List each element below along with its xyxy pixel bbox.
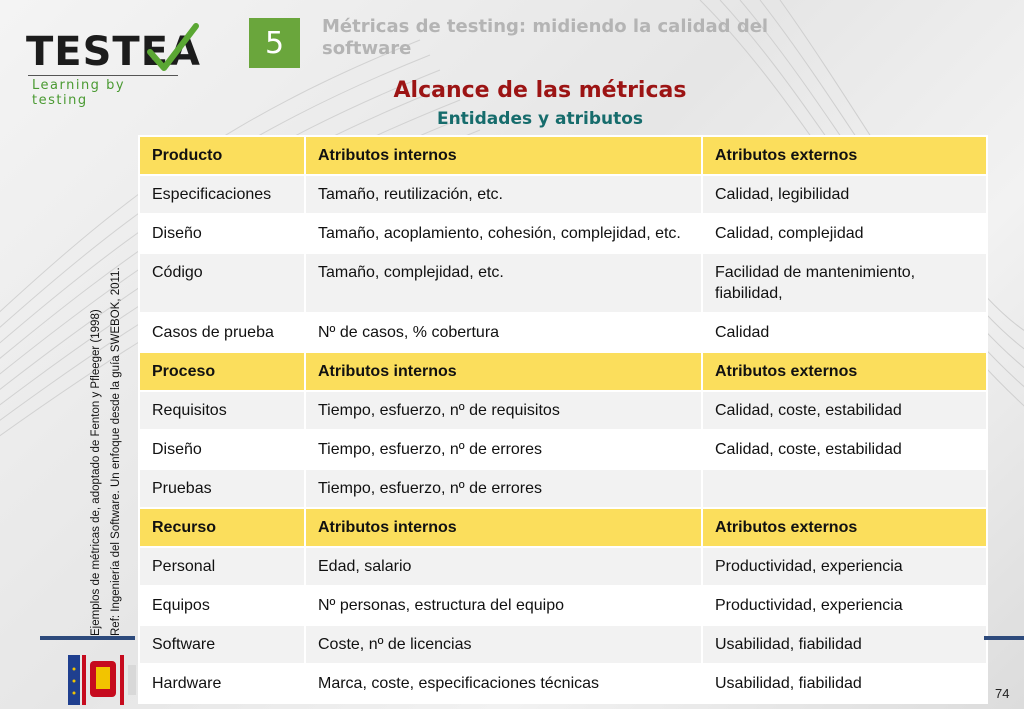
table-cell: Calidad, coste, estabilidad — [702, 430, 987, 469]
header-cell: Proceso — [139, 352, 305, 391]
slide-subtitle: Entidades y atributos — [436, 109, 644, 129]
logo-divider — [28, 75, 178, 76]
table-cell: Calidad, coste, estabilidad — [702, 391, 987, 430]
table-row — [139, 469, 987, 508]
header-cell: Atributos externos — [702, 508, 987, 547]
reference-note-line2: Ref: Ingeniería del Software. Un enfoque desde la guía SWEBOK, 2011. — [110, 267, 122, 636]
table-row — [139, 253, 987, 313]
table-cell: Diseño — [139, 214, 305, 253]
table-cell: Productividad, experiencia — [702, 547, 987, 586]
table-cell: Tiempo, esfuerzo, nº de errores — [305, 430, 702, 469]
table-cell: Calidad, legibilidad — [702, 175, 987, 214]
table-row — [139, 214, 987, 253]
table-cell: Calidad — [702, 313, 987, 352]
table-cell: Usabilidad, fiabilidad — [702, 664, 987, 703]
header-cell: Producto — [139, 136, 305, 175]
chapter-number-badge: 5 — [249, 18, 300, 68]
table-cell: Hardware — [139, 664, 305, 703]
table-row — [139, 664, 987, 703]
footer-rule-right — [984, 636, 1024, 640]
table-cell: Casos de prueba — [139, 313, 305, 352]
logo-wordmark: TESTEA — [26, 29, 201, 75]
table-cell: Requisitos — [139, 391, 305, 430]
table-row — [139, 430, 987, 469]
spain-coat-of-arms-icon — [68, 655, 138, 705]
header-cell: Recurso — [139, 508, 305, 547]
table-cell: Nº de casos, % cobertura — [305, 313, 702, 352]
table-cell: Coste, nº de licencias — [305, 625, 702, 664]
table-cell: Nº personas, estructura del equipo — [305, 586, 702, 625]
table-header-row — [139, 136, 987, 175]
table-cell: Software — [139, 625, 305, 664]
table-cell: Equipos — [139, 586, 305, 625]
table-cell: Tamaño, reutilización, etc. — [305, 175, 702, 214]
table-row — [139, 547, 987, 586]
footer-rule-left — [40, 636, 135, 640]
table-cell: Especificaciones — [139, 175, 305, 214]
checkmark-icon — [144, 22, 202, 76]
header-cell: Atributos externos — [702, 136, 987, 175]
table-cell: Tamaño, complejidad, etc. — [305, 253, 702, 313]
header-cell: Atributos internos — [305, 352, 702, 391]
table-header-row — [139, 352, 987, 391]
table-row — [139, 313, 987, 352]
table-row — [139, 175, 987, 214]
table-cell: Diseño — [139, 430, 305, 469]
table-cell: Código — [139, 253, 305, 313]
slide-title: Alcance de las métricas — [393, 78, 687, 103]
header-cell: Atributos internos — [305, 508, 702, 547]
table-header-row — [139, 508, 987, 547]
metrics-table — [138, 135, 988, 704]
header-cell: Atributos internos — [305, 136, 702, 175]
table-row — [139, 625, 987, 664]
table-cell: Calidad, complejidad — [702, 214, 987, 253]
table-cell: Productividad, experiencia — [702, 586, 987, 625]
logo-tagline: Learning by testing — [32, 78, 126, 108]
table-cell: Usabilidad, fiabilidad — [702, 625, 987, 664]
table-cell: Facilidad de mantenimiento, fiabilidad, — [702, 253, 987, 313]
table-cell: Tiempo, esfuerzo, nº de requisitos — [305, 391, 702, 430]
header-cell: Atributos externos — [702, 352, 987, 391]
table-row — [139, 586, 987, 625]
table-cell: Marca, coste, especificaciones técnicas — [305, 664, 702, 703]
table-cell: Pruebas — [139, 469, 305, 508]
table-cell: Edad, salario — [305, 547, 702, 586]
table-row — [139, 391, 987, 430]
chapter-title: Métricas de testing: midiendo la calidad del software — [322, 16, 769, 59]
reference-note — [86, 267, 126, 636]
page-number: 74 — [995, 686, 1010, 701]
table-cell: Tiempo, esfuerzo, nº de errores — [305, 469, 702, 508]
reference-note-line1: Ejemplos de métricas de, adoptado de Fenton y Pfleeger (1998) — [90, 309, 102, 636]
table-cell — [702, 469, 987, 508]
table-cell: Tamaño, acoplamiento, cohesión, complejidad, etc. — [305, 214, 702, 253]
table-cell: Personal — [139, 547, 305, 586]
